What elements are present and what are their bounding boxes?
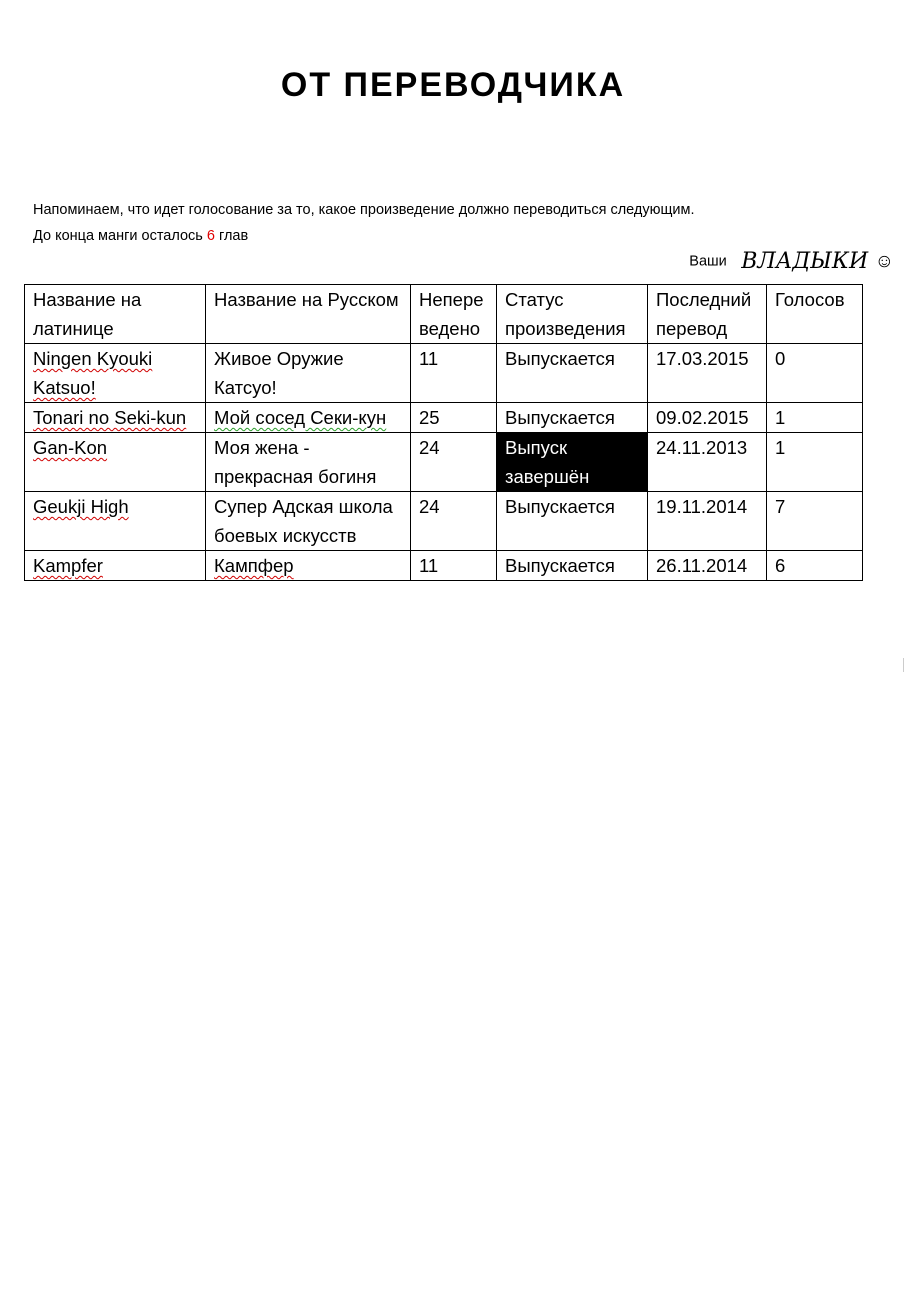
header-status: Статус произведения bbox=[497, 285, 648, 344]
russian-title: Кампфер bbox=[214, 555, 294, 576]
untranslated-cell: 11 bbox=[411, 551, 497, 581]
latin-title-cell bbox=[25, 344, 206, 403]
votes-cell: 1 bbox=[767, 433, 863, 492]
chapters-left-unit: глав bbox=[214, 228, 249, 244]
russian-title-cell: Моя жена - прекрасная богиня bbox=[206, 433, 411, 492]
russian-title-cell: Супер Адская школа боевых искусств bbox=[206, 492, 411, 551]
last-translation-cell: 26.11.2014 bbox=[648, 551, 767, 581]
untranslated-cell: 24 bbox=[411, 492, 497, 551]
latin-title: Gan-Kon bbox=[33, 437, 108, 458]
table-row bbox=[25, 344, 863, 403]
latin-title: Tonari no Seki-kun bbox=[33, 407, 187, 428]
header-russian-title: Название на Русском bbox=[206, 285, 411, 344]
table-row bbox=[25, 403, 863, 433]
chapters-left-count: 6 bbox=[206, 228, 215, 244]
chapters-left-text: До конца манги осталось bbox=[33, 228, 207, 244]
latin-title: Ningen Kyouki Katsuo! bbox=[33, 348, 153, 398]
table-row bbox=[25, 551, 863, 581]
russian-title-cell bbox=[206, 403, 411, 433]
russian-title-cell bbox=[206, 551, 411, 581]
voting-reminder: Напоминаем, что идет голосование за то, какое произведение должно переводиться следующим. bbox=[33, 202, 695, 218]
latin-title-cell bbox=[25, 433, 206, 492]
votes-cell: 6 bbox=[767, 551, 863, 581]
header-votes: Голосов bbox=[767, 285, 863, 344]
russian-title-cell: Живое Оружие Катсуо! bbox=[206, 344, 411, 403]
header-last-translation: Последний перевод bbox=[648, 285, 767, 344]
untranslated-cell: 25 bbox=[411, 403, 497, 433]
signature-name: ВЛАДЫКИ bbox=[741, 249, 869, 274]
last-translation-cell: 09.02.2015 bbox=[648, 403, 767, 433]
latin-title-cell bbox=[25, 403, 206, 433]
page-title: ОТ ПЕРЕВОДЧИКА bbox=[280, 66, 626, 104]
table-header-row bbox=[25, 285, 863, 344]
votes-cell: 7 bbox=[767, 492, 863, 551]
latin-title-cell bbox=[25, 492, 206, 551]
latin-title-cell bbox=[25, 551, 206, 581]
last-translation-cell: 24.11.2013 bbox=[648, 433, 767, 492]
untranslated-cell: 11 bbox=[411, 344, 497, 403]
latin-title: Geukji High bbox=[33, 496, 129, 517]
latin-title: Kampfer bbox=[33, 555, 103, 576]
header-latin-title: Название на латинице bbox=[25, 285, 206, 344]
last-translation-cell: 19.11.2014 bbox=[648, 492, 767, 551]
status-cell: Выпускается bbox=[497, 344, 648, 403]
untranslated-cell: 24 bbox=[411, 433, 497, 492]
status-cell: Выпускается bbox=[497, 492, 648, 551]
status-cell-finished: Выпуск завершён bbox=[497, 433, 648, 492]
header-untranslated: Непере ведено bbox=[411, 285, 497, 344]
last-translation-cell: 17.03.2015 bbox=[648, 344, 767, 403]
table-row bbox=[25, 492, 863, 551]
russian-title: Мой сосед Секи-кун bbox=[214, 407, 387, 428]
votes-cell: 1 bbox=[767, 403, 863, 433]
table-row bbox=[25, 433, 863, 492]
chapters-left-note bbox=[33, 227, 248, 245]
signature-prefix: Ваши bbox=[689, 253, 727, 270]
signature bbox=[689, 249, 894, 274]
voting-table bbox=[24, 284, 863, 581]
status-cell: Выпускается bbox=[497, 403, 648, 433]
votes-cell: 0 bbox=[767, 344, 863, 403]
edge-divider bbox=[903, 658, 904, 672]
smiley-icon: ☺ bbox=[874, 250, 894, 272]
status-cell: Выпускается bbox=[497, 551, 648, 581]
